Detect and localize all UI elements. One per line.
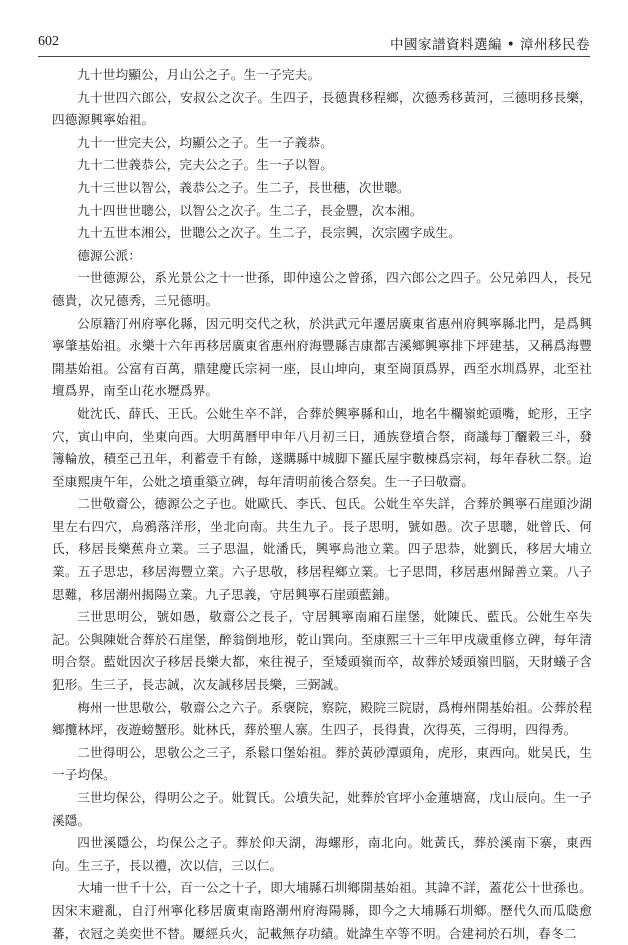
genealogy-entry: 三世思明公，號如愚，敬齋公之長子，守居興寧南廂石崖堡，妣陳氏、藍氏。公妣生卒失記。公與陳妣合葬於石崖堡，醉翁倒地形，乾山巽向。至康熙三十三年甲戌歲重修立碑，每年清明合祭。藍妣因次子移居長樂大都，來往視子，至矮頭嶺而卒，故葬於矮頭嶺凹脳，天財蟻子含犯形。生三子，長志誠，次友誠移居長樂，三弼誠。 [52,609,592,693]
section-heading: 德源公派： [77,247,142,263]
genealogy-entry: 三世均保公，得明公之子。妣賀氏。公墳失記，妣葬於官坪小金蓮塘窩，戊山辰向。生一子溪隱。 [52,790,592,828]
page-number: 602 [38,34,59,49]
running-title: 中國家譜資料選編 • 漳州移民卷 [389,37,590,53]
genealogy-entry: 九十世四六郎公，安叔公之次子。生四子，長德貴移程鄉，次德秀移黃河，三德明移長樂，四德源興寧始祖。 [52,89,592,128]
genealogy-entry: 二世得明公，思敬公之三子，系鬆口堡始祖。葬於黃砂潭頭角，虎形，東西向。妣吴氏，生一子均保。 [52,744,592,783]
running-header [38,30,590,57]
genealogy-entry: 九十世均顯公，月山公之子。生一子完夫。 [77,67,321,82]
genealogy-entry: 四世溪隱公，均保公之子。葬於仰天湖，海螺形，南北向。妣黃氏，葬於溪南下寨，東西向。生三子，長以禮，次以信，三以仁。 [52,835,592,873]
page-body [52,64,592,945]
genealogy-entry: 九十二世義恭公，完夫公之子。生一子以智。 [77,157,334,173]
genealogy-entry: 九十三世以智公，義恭公之子。生二子，長世穗，次世聰。 [77,179,410,195]
genealogy-entry: 大埔一世千十公，百一公之十子，即大埔縣石圳鄉開基始祖。其諱不詳，蓋花公十世孫也。因宋末避亂，自汀州寧化移居廣東南路潮州府海陽縣，即今之大埔縣石圳鄉。歷代久而瓜瓞愈蕃，衣冠之美奕世不替。屢經兵火，記載無存功績。妣諱生卒等不明。合建祠於石圳，春冬二 [52,880,592,941]
genealogy-entry: 二世敬齋公，德源公之子也。妣歐氏、李氏、包氏。公妣生卒失詳，合葬於興寧石崖頭沙湖里左右四穴，烏鴉落洋形，坐北向南。共生九子。長子思明，號如愚。次子思聰，妣曾氏、何氏，移居長樂蕉舟立業。三子思温，妣潘氏，興寧烏池立業。四子思恭，妣劉氏，移居大埔立業。五子思忠，移居海豐立業。六子思敬，移居程鄉立業。七子思問，移居惠州歸善立業。八子思難，移居潮州揭陽立業。九子思義，守居興寧石崖頭藍鋪。 [52,496,592,602]
genealogy-entry: 九十一世完夫公，均顯公之子。生一子義恭。 [77,134,334,150]
genealogy-entry: 九十四世世聰公，以智公之次子。生二子，長金豐，次本湘。 [77,202,423,218]
genealogy-entry: 梅州一世思敬公，敬齋公之六子。系襃院，察院，殿院三院尉，爲梅州開基始祖。公葬於程鄉攬林坪，夜遊螃蟹形。妣林氏，葬於聖人寨。生四子，長得貴，次得英，三得明，四得秀。 [52,699,592,738]
genealogy-entry: 公原籍汀州府寧化縣，因元明交代之秋，於洪武元年遷居廣東省惠州府興寧縣北門，是爲興寧肇基始祖。永樂十六年再移居廣東省惠州府海豐縣吉康都吉溪鄉興寧排下坪建基，又稱爲海豐開基始祖。公富有百萬，鼎建慶氏宗祠一座，艮山坤向，東至崗頂爲界，西至水圳爲界，北至社壇爲界，南至山花水壢爲界。 [52,315,592,399]
genealogy-entry: 九十五世本湘公，世聰公之次子。生二子，長宗興，次宗國字成生。 [77,225,461,241]
genealogy-entry: 一世德源公，系光景公之十一世孫，即仲遠公之曾孫，四六郎公之四子。公兄弟四人，長兄德貴，次兄德秀，三兄德明。 [52,270,592,308]
genealogy-entry: 妣沈氏、薛氏、王氏。公妣生卒不詳，合葬於興寧縣和山，地名牛欄嶺蛇頭嘴，蛇形，王字穴，寅山申向，坐東向西。大明萬曆甲申年八月初三日，通族登墳合祭，商議每丁釃穀三斗，發簿輪放，積至己丑年，利蓄壹千有餘，遂購縣中城脚下羅氏屋宇數棟爲宗祠，每年春秋二祭。迨至康熙庚午年，公妣之墳重築立碑，每年清明前後合祭矣。生一子曰敬齋。 [52,405,592,489]
